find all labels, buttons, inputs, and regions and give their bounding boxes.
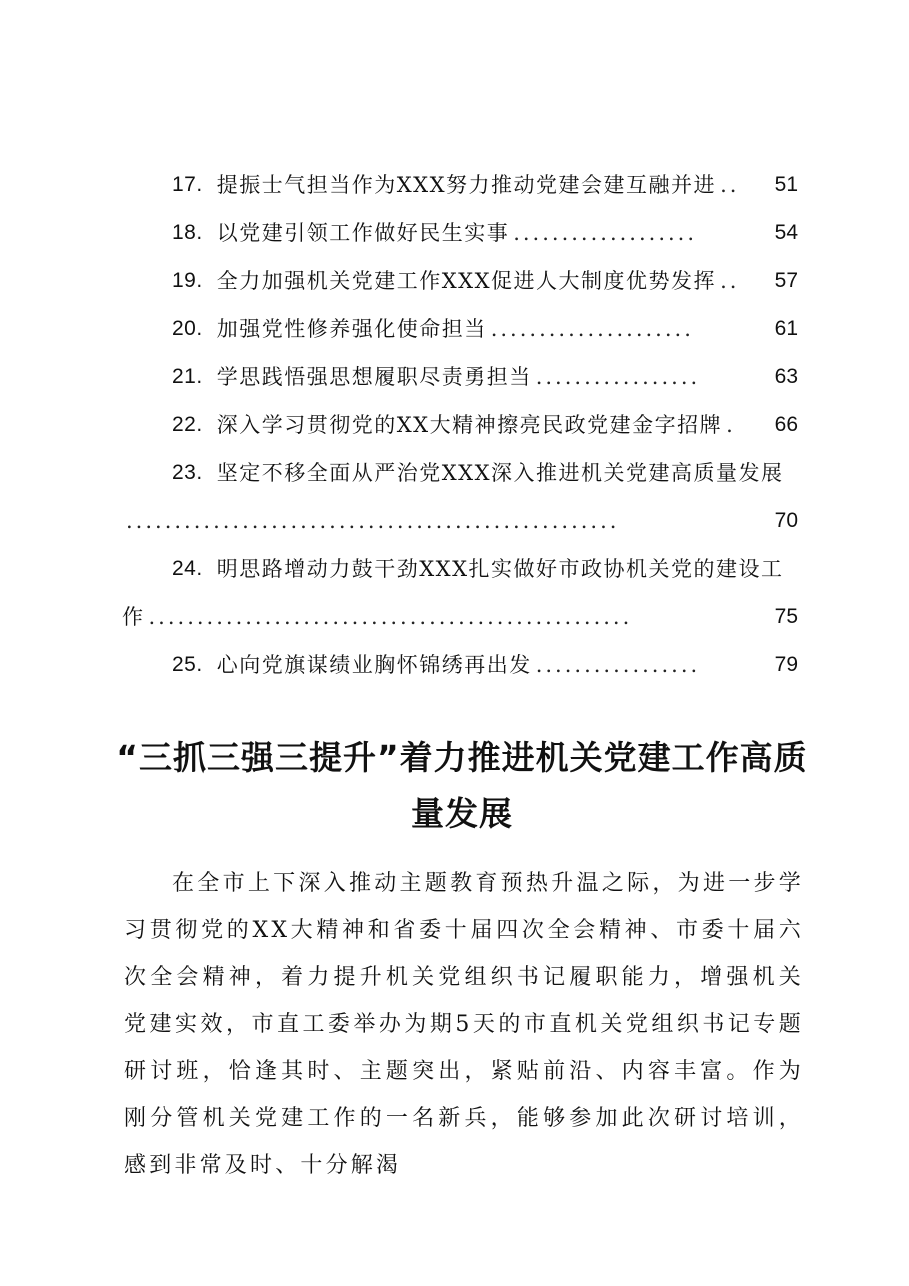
- toc-entry-title: 学思践悟强思想履职尽责勇担当: [216, 365, 532, 389]
- toc-leader-dots: ..: [720, 173, 740, 197]
- toc-entry-number: 22.: [172, 413, 203, 436]
- toc-entry-page: 51: [774, 173, 798, 196]
- toc-entry-title: 提振士气担当作为XXX努力推动党建会建互融并进: [216, 173, 717, 197]
- toc-leader-dots: .................: [535, 365, 701, 389]
- toc-entry-number: 23.: [172, 461, 203, 484]
- toc-entry[interactable]: [122, 401, 798, 449]
- toc-entry-continuation[interactable]: [122, 497, 798, 545]
- toc-entry-title: 全力加强机关党建工作XXX促进人大制度优势发挥: [216, 269, 717, 293]
- toc-entry[interactable]: [122, 161, 798, 209]
- toc-entry[interactable]: [122, 305, 798, 353]
- toc-entry-title: 明思路增动力鼓干劲XXX扎实做好市政协机关党的建设工: [216, 557, 784, 581]
- toc-leader-dots: ...................................................: [126, 509, 620, 533]
- toc-entry[interactable]: [122, 209, 798, 257]
- toc-entry-page: 63: [774, 365, 798, 388]
- article-heading: “三抓三强三提升”着力推进机关党建工作高质量发展: [116, 738, 808, 834]
- toc-entry[interactable]: [122, 641, 798, 689]
- toc-leader-dots: ...................: [513, 221, 698, 245]
- toc-entry-page: 75: [774, 605, 798, 628]
- toc-entry-number: 19.: [172, 269, 203, 292]
- toc-entry-title: 加强党性修养强化使命担当: [216, 317, 487, 341]
- toc-entry[interactable]: [122, 353, 798, 401]
- toc-entry-title: 坚定不移全面从严治党XXX深入推进机关党建高质量发展: [216, 461, 784, 485]
- toc-entry-title: 以党建引领工作做好民生实事: [216, 221, 510, 245]
- toc-entry[interactable]: [122, 449, 798, 497]
- toc-entry-number: 17.: [172, 173, 203, 196]
- toc-entry-title: 心向党旗谋绩业胸怀锦绣再出发: [216, 653, 532, 677]
- toc-entry-number: 24.: [172, 557, 203, 580]
- toc-entry-page: 70: [774, 509, 798, 532]
- toc-entry-page: 61: [774, 317, 798, 340]
- toc-leader-dots: .................: [535, 653, 701, 677]
- toc-entry-page: 54: [774, 221, 798, 244]
- toc-entry-page: 79: [774, 653, 798, 676]
- toc-leader-dots: ..................................................: [148, 605, 633, 629]
- table-of-contents: [122, 161, 798, 689]
- toc-entry-title-continuation: 作: [122, 605, 145, 629]
- toc-entry-continuation[interactable]: [122, 593, 798, 641]
- toc-entry-number: 20.: [172, 317, 203, 340]
- toc-entry[interactable]: [122, 545, 798, 593]
- toc-leader-dots: ..: [720, 269, 740, 293]
- toc-entry-title: 深入学习贯彻党的XX大精神擦亮民政党建金字招牌: [216, 413, 723, 437]
- body-paragraph: 在全市上下深入推动主题教育预热升温之际，为进一步学习贯彻党的XX大精神和省委十届四次全会精神、市委十届六次全会精神，着力提升机关党组织书记履职能力，增强机关党建实效，市直工委举办为期5天的市直机关党组织书记专题研讨班，恰逢其时、主题突出，紧贴前沿、内容丰富。作为刚分管机关党建工作的一名新兵，能够参加此次研讨培训，感到非常及时、十分解渴: [124, 871, 804, 1178]
- toc-entry-number: 18.: [172, 221, 203, 244]
- toc-entry-number: 21.: [172, 365, 203, 388]
- toc-entry[interactable]: [122, 257, 798, 305]
- toc-entry-page: 66: [774, 413, 798, 436]
- toc-leader-dots: .: [726, 413, 736, 437]
- toc-leader-dots: .....................: [490, 317, 694, 341]
- toc-entry-number: 25.: [172, 653, 203, 676]
- toc-entry-page: 57: [774, 269, 798, 292]
